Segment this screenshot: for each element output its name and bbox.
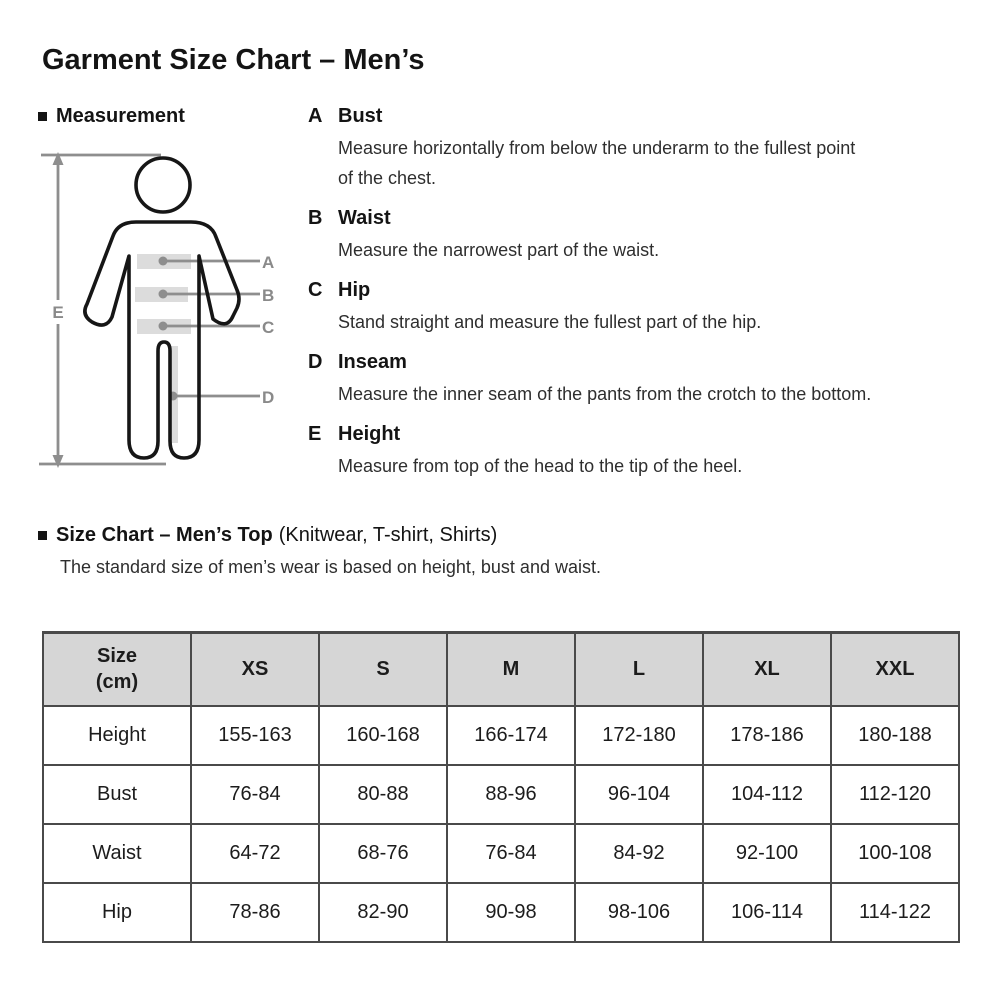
size-cell: 82-90	[319, 883, 447, 942]
size-cell: 88-96	[447, 765, 575, 824]
page-title: Garment Size Chart – Men’s	[42, 44, 425, 76]
corner-header-cell	[43, 633, 191, 706]
definition-description-line: Measure horizontally from below the underarm to the fullest point	[338, 138, 856, 158]
size-cell: 178-186	[703, 706, 831, 765]
figure-label-a: A	[262, 253, 275, 272]
row-label: Waist	[43, 824, 191, 883]
size-chart-heading-bold: Size Chart – Men’s Top	[56, 524, 273, 546]
table-header-row	[43, 633, 959, 706]
column-header-m: M	[447, 633, 575, 706]
corner-header-line1: Size	[96, 645, 138, 668]
definition-letter: B	[308, 207, 323, 229]
definition-term: Inseam	[338, 351, 407, 373]
size-cell: 100-108	[831, 824, 959, 883]
measurement-heading-label: Measurement	[56, 105, 185, 127]
size-cell: 106-114	[703, 883, 831, 942]
table-row-height	[43, 706, 959, 765]
table-row-waist	[43, 824, 959, 883]
head-circle	[136, 158, 190, 212]
definition-term: Height	[338, 423, 401, 445]
size-cell: 160-168	[319, 706, 447, 765]
size-cell: 76-84	[191, 765, 319, 824]
size-cell: 84-92	[575, 824, 703, 883]
size-cell: 64-72	[191, 824, 319, 883]
column-header-xl: XL	[703, 633, 831, 706]
square-bullet-icon	[38, 531, 47, 540]
section-heading-size-chart	[38, 524, 497, 547]
corner-header-line2: (cm)	[95, 671, 139, 694]
size-cell: 104-112	[703, 765, 831, 824]
size-cell: 180-188	[831, 706, 959, 765]
size-cell: 76-84	[447, 824, 575, 883]
definition-term: Bust	[338, 105, 383, 127]
definition-letter: A	[308, 105, 323, 127]
size-cell: 96-104	[575, 765, 703, 824]
column-header-l: L	[575, 633, 703, 706]
square-bullet-icon	[38, 112, 47, 121]
definitions-list	[308, 103, 973, 493]
figure-label-e: E	[52, 303, 64, 322]
size-cell: 166-174	[447, 706, 575, 765]
column-header-xs: XS	[191, 633, 319, 706]
height-arrow-down-icon	[53, 455, 64, 468]
figure-label-c: C	[262, 318, 275, 337]
definition-description-line: Measure from top of the head to the tip of the heel.	[338, 456, 743, 476]
definition-letter: C	[308, 279, 323, 301]
size-cell: 92-100	[703, 824, 831, 883]
size-cell: 90-98	[447, 883, 575, 942]
definition-letter: D	[308, 351, 323, 373]
definition-term: Hip	[338, 279, 371, 301]
column-header-s: S	[319, 633, 447, 706]
size-chart-heading-regular: (Knitwear, T-shirt, Shirts)	[278, 524, 498, 546]
row-label: Bust	[43, 765, 191, 824]
definition-item-bust	[308, 103, 973, 193]
definition-item-waist	[308, 205, 973, 265]
waist-dot	[159, 290, 168, 299]
bust-dot	[159, 257, 168, 266]
human-figure-svg	[30, 140, 300, 485]
definition-description-line: Measure the inner seam of the pants from the crotch to the bottom.	[338, 384, 872, 404]
size-cell: 68-76	[319, 824, 447, 883]
definition-item-inseam	[308, 349, 973, 409]
size-cell: 155-163	[191, 706, 319, 765]
definition-letter: E	[308, 423, 322, 445]
measurement-diagram	[30, 140, 300, 485]
row-label: Height	[43, 706, 191, 765]
definition-item-hip	[308, 277, 973, 337]
size-cell: 80-88	[319, 765, 447, 824]
definition-term: Waist	[338, 207, 391, 229]
table-row-hip	[43, 883, 959, 942]
size-chart-subtitle: The standard size of men’s wear is based on height, bust and waist.	[60, 557, 601, 577]
size-table	[42, 631, 960, 943]
size-cell: 114-122	[831, 883, 959, 942]
hip-dot	[159, 322, 168, 331]
column-header-xxl: XXL	[831, 633, 959, 706]
row-label: Hip	[43, 883, 191, 942]
size-cell: 78-86	[191, 883, 319, 942]
size-cell: 172-180	[575, 706, 703, 765]
definition-item-height	[308, 421, 973, 481]
definition-description-line: Stand straight and measure the fullest part of the hip.	[338, 312, 762, 332]
figure-label-d: D	[262, 388, 275, 407]
size-cell: 98-106	[575, 883, 703, 942]
definition-description-line: of the chest.	[338, 168, 437, 188]
definition-description-line: Measure the narrowest part of the waist.	[338, 240, 660, 260]
figure-label-b: B	[262, 286, 275, 305]
table-row-bust	[43, 765, 959, 824]
section-heading-measurement	[38, 105, 185, 128]
size-cell: 112-120	[831, 765, 959, 824]
